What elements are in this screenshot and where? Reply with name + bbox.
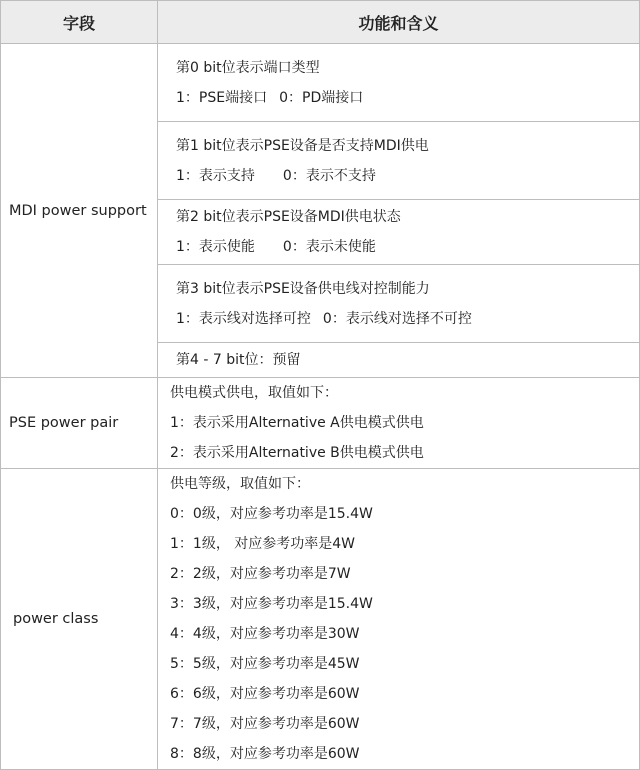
mdi-bit2-cell <box>158 200 640 265</box>
mdi-bit3-v0: 0：表示线对选择不可控 <box>322 310 472 327</box>
mdi-bit3-v1: 1：表示线对选择可控 <box>176 310 311 327</box>
pse-power-pair-cell <box>158 378 640 469</box>
mdi-bit1-cell <box>158 122 640 200</box>
power-class-line: 供电等级，取值如下： <box>170 476 310 492</box>
mdi-bit2-v1: 1：表示使能 <box>176 239 255 255</box>
power-class-line: 4：4级，对应参考功率是30W <box>170 626 360 642</box>
power-class-line: 2：2级，对应参考功率是7W <box>170 566 351 582</box>
power-class-line: 3：3级，对应参考功率是15.4W <box>170 596 373 612</box>
pse-line: 供电模式供电，取值如下： <box>170 385 338 401</box>
mdi-bit4-7-text: 第4 - 7 bit位：预留 <box>176 352 301 368</box>
table-row <box>1 469 640 770</box>
header-field: 字段 <box>1 1 158 44</box>
mdi-bit0-cell <box>158 44 640 122</box>
mdi-bit2-v0: 0：表示未使能 <box>282 239 376 255</box>
power-class-line: 6：6级，对应参考功率是60W <box>170 686 360 702</box>
table-row <box>1 44 640 122</box>
field-mdi-power-support: MDI power support <box>1 44 158 378</box>
mdi-bit3-cell <box>158 265 640 343</box>
power-class-line: 7：7级，对应参考功率是60W <box>170 716 360 732</box>
mdi-bit2-title: 第2 bit位表示PSE设备MDI供电状态 <box>176 209 401 225</box>
mdi-bit3-title: 第3 bit位表示PSE设备供电线对控制能力 <box>176 280 430 297</box>
header-row <box>1 1 640 44</box>
pse-line: 1：表示采用Alternative A供电模式供电 <box>170 415 424 431</box>
header-meaning: 功能和含义 <box>158 1 640 44</box>
pse-line: 2：表示采用Alternative B供电模式供电 <box>170 445 424 461</box>
mdi-bit1-v1: 1：表示支持 <box>176 167 255 184</box>
mdi-bit0-title: 第0 bit位表示端口类型 <box>176 59 320 76</box>
mdi-bit4-7-cell <box>158 343 640 378</box>
power-class-line: 8：8级，对应参考功率是60W <box>170 746 360 762</box>
power-class-line: 5：5级，对应参考功率是45W <box>170 656 360 672</box>
mdi-bit1-v0: 0：表示不支持 <box>282 167 376 184</box>
mdi-bit0-v1: 1：PSE端接口 <box>176 89 268 106</box>
mdi-bit1-title: 第1 bit位表示PSE设备是否支持MDI供电 <box>176 137 429 154</box>
field-power-class: power class <box>1 469 158 770</box>
table-row <box>1 378 640 469</box>
power-class-cell <box>158 469 640 770</box>
mdi-bit0-v0: 0：PD端接口 <box>279 89 364 106</box>
field-pse-power-pair: PSE power pair <box>1 378 158 469</box>
power-class-line: 1：1级， 对应参考功率是4W <box>170 536 356 552</box>
power-class-line: 0：0级，对应参考功率是15.4W <box>170 506 373 522</box>
